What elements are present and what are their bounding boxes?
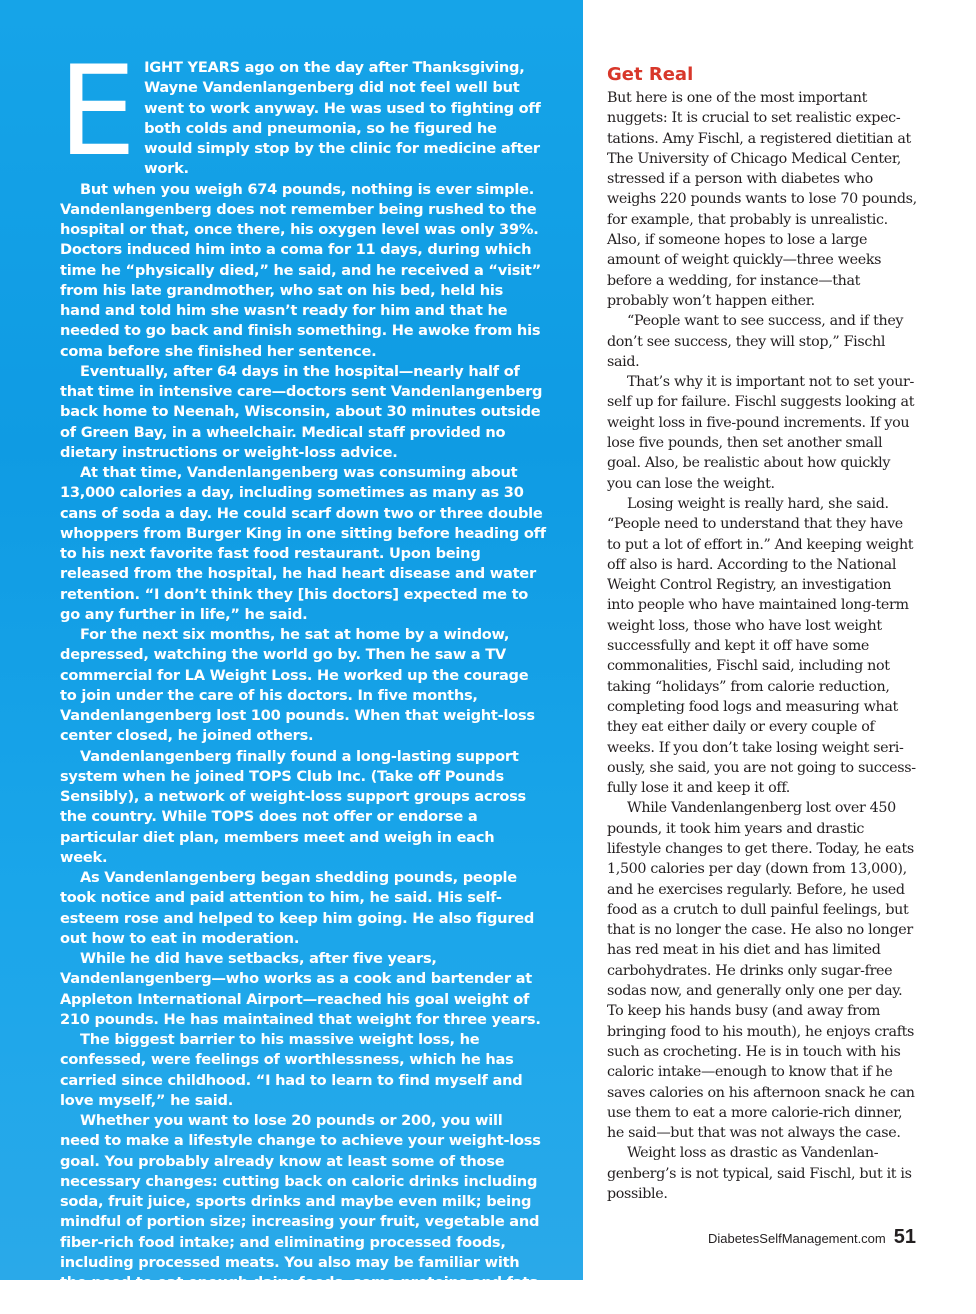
story-paragraph-6: Vandenlangenberg finally found a long-lasting support system when he joined TOPS Club Inc. (Take off Pounds Sensibly), a network of weight-loss support groups across the country. While TOPS does not offer or endorse a particular diet plan, members meet and weigh in each week.	[60, 747, 526, 866]
main-story-column	[58, 40, 546, 1314]
section-heading: Get Real	[607, 64, 694, 85]
sidebar-paragraph-1: But here is one of the most important nuggets: It is crucial to set realistic expectations. Amy Fischl, a registered dietitian at The University of Chicago Medical Center, stressed if a person with diabetes who weighs 220 pounds wants to lose 70 pounds, for example, that probably is unrealistic. Also, if someone hopes to lose a large amount of weight quickly—three weeks before a wedding, for instance—that probably won’t happen either.	[607, 90, 917, 309]
story-paragraph-5: For the next six months, he sat at home by a window, depressed, watching the world go by. Then he saw a TV commercial for LA Weight Loss. He worked up the courage to join under the care of his doctors. In five months, Vandenlangenberg lost 100 pounds. When that weight-loss center closed, he joined others.	[60, 626, 535, 745]
story-paragraph-10: Whether you want to lose 20 pounds or 200, you will need to make a lifestyle change to achieve your weight-loss goal. You probably already know at least some of those necessary changes: cutting back on caloric drinks including soda, fruit juice, sports drinks and maybe even milk; being mindful of portion size; increasing your fruit, vegetable and fiber-rich food intake; and eliminating processed foods, including processed meats. You also may be familiar with the need to eat enough dairy foods, some proteins and fats and to ensure a mix of all foods in your diet.	[60, 1112, 541, 1312]
drop-cap: E	[58, 40, 137, 184]
story-paragraph-4: At that time, Vandenlangenberg was consuming about 13,000 calories a day, including sometimes as many as 30 cans of soda a day. He could scarf down two or three double whoppers from Burger King in one sitting before heading off to his next favorite fast food restaurant. Upon being released from the hospital, he had heart disease and water retention. “I don’t think they [his doctors] expected me to go any further in life,” he said.	[60, 464, 546, 623]
story-paragraph-1: EIGHT YEARS ago on the day after Thanksgiving, Wayne Vandenlangenberg did not feel well but went to work anyway. He was used to fighting off both colds and pneumonia, so he figured he would simply stop by the clinic for medicine after work.	[58, 40, 541, 184]
story-paragraph-3: Eventually, after 64 days in the hospital—nearly half of that time in intensive care—doctors sent Vandenlangenberg back home to Neenah, Wisconsin, about 30 minutes outside of Green Bay, in a wheelchair. Medical staff provided no dietary instructions or weight-loss advice.	[60, 362, 543, 461]
story-paragraph-7: As Vandenlangenberg began shedding pounds, people took notice and paid attention to him, he said. His self-esteem rose and helped to keep him going. He also figured out how to eat in moderation.	[60, 869, 535, 947]
sidebar-paragraph-6: Weight loss as drastic as Vandenlangenberg’s is not typical, said Fischl, but it is possible.	[607, 1145, 912, 1203]
page-footer	[708, 1226, 916, 1249]
story-paragraph-8: While he did have setbacks, after five years, Vandenlangenberg—who works as a cook and bartender at Appleton International Airport—reached his goal weight of 210 pounds. He has maintained that weight for three years.	[60, 950, 541, 1028]
sidebar-paragraph-4: Losing weight is really hard, she said. “People need to understand that they have to put a lot of effort in.” And keeping weight off also is hard. According to the National Weight Control Registry, an investigation into people who have maintained long-term weight loss, those who have lost weight successfully and kept it off have some commonalities, Fischl said, including not taking “holidays” from calorie reduction, completing food logs and measuring what they eat either daily or every couple of weeks. If you don’t take losing weight seriously, she said, you are not going to successfully lose it and keep it off.	[607, 495, 917, 797]
page-number: 51	[893, 1226, 916, 1248]
sidebar-paragraph-2: “People want to see success, and if they don’t see success, they will stop,” Fischl said.	[607, 313, 904, 370]
sidebar-paragraph-5: While Vandenlangenberg lost over 450 pounds, it took him years and drastic lifestyle changes to get there. Today, he eats 1,500 calories per day (down from 13,000), and he exercises regularly. Before, he used food as a crutch to dull painful feelings, but that is no longer the case. He also no longer has red meat in his diet and has limited carbohydrates. He drinks only sugar-free sodas now, and generally only one per day. To keep his hands busy (and away from bringing food to his mouth), he enjoys crafts such as crocheting. He is in touch with his caloric intake—enough to know that if he saves calories on his afternoon snack he can use them to eat a more calorie-rich dinner, he said—but that was not always the case.	[607, 800, 915, 1142]
sidebar-column	[607, 64, 917, 1204]
website-name: DiabetesSelfManagement.com	[707, 1231, 886, 1246]
story-paragraph-2: But when you weigh 674 pounds, nothing is ever simple. Vandenlangenberg does not remember being rushed to the hospital or that, once there, his oxygen level was only 39%. Doctors induced him into a coma for 11 days, during which time he “physically died,” he said, and he received a “visit” from his late grandmother, who sat on his bed, held his hand and told him she wasn’t ready for him and that he needed to go back and finish something. He awoke from his coma before she finished her sentence.	[60, 180, 542, 360]
story-paragraph-9: The biggest barrier to his massive weight loss, he confessed, were feelings of worthlessness, which he has carried since childhood. “I had to learn to find myself and love myself,” he said.	[60, 1031, 523, 1109]
sidebar-paragraph-3: That’s why it is important not to set yourself up for failure. Fischl suggests looking at weight loss in five-pound increments. If you lose five pounds, then set another small goal. Also, be realistic about how quickly you can lose the weight.	[607, 374, 915, 492]
